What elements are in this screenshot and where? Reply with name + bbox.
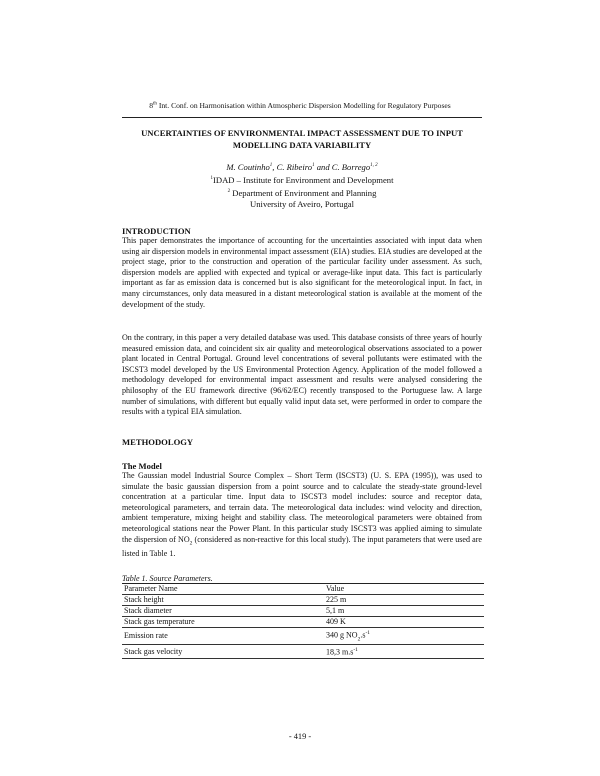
- header-value: Value: [324, 584, 484, 595]
- header-parameter-name: Parameter Name: [122, 584, 324, 595]
- title-line-2: MODELLING DATA VARIABILITY: [232, 140, 372, 150]
- value-superscript: -1: [365, 630, 371, 636]
- methodology-heading: METHODOLOGY: [122, 437, 194, 447]
- value-text: 340 g NO: [326, 630, 358, 640]
- parameter-name-cell: Stack diameter: [122, 606, 324, 617]
- table-header-row: [122, 584, 484, 595]
- table-caption: Table 1. Source Parameters.: [122, 574, 213, 583]
- table-1-block: [122, 574, 482, 659]
- value-subscript: 2: [357, 636, 361, 643]
- model-paragraph: [122, 471, 482, 559]
- introduction-heading: INTRODUCTION: [122, 226, 191, 236]
- table-row: [122, 595, 484, 606]
- affiliation-1-text: IDAD – Institute for Environment and Development: [213, 174, 394, 185]
- parameter-value-cell: [324, 628, 484, 645]
- model-subsection: [122, 461, 482, 559]
- conference-header: [0, 101, 600, 110]
- introduction-section: [122, 226, 482, 310]
- table-row: [122, 645, 484, 659]
- value-text: 5,1 m: [326, 606, 345, 615]
- value-text: 409 K: [326, 617, 346, 626]
- title-line-1: UNCERTAINTIES OF ENVIRONMENTAL IMPACT ASSESSMENT DUE TO INPUT: [141, 128, 463, 138]
- paper-title: [122, 127, 482, 151]
- table-row: [122, 628, 484, 645]
- conf-number: 8: [149, 101, 154, 110]
- author-3: and C. Borrego: [314, 161, 371, 172]
- value-unit: .s: [360, 630, 366, 640]
- model-subheading: The Model: [122, 461, 162, 471]
- parameter-name-cell: Stack height: [122, 595, 324, 606]
- value-superscript: -1: [353, 647, 358, 654]
- affiliation-2-text: Department of Environment and Planning: [230, 187, 377, 198]
- source-parameters-table: [122, 583, 484, 659]
- author-2-sup: 1: [312, 163, 315, 168]
- author-1-sup: 1: [269, 163, 273, 168]
- table-row: [122, 606, 484, 617]
- affiliation-1-sup: 1: [210, 175, 214, 181]
- affiliation-3: University of Aveiro, Portugal: [250, 198, 354, 209]
- header-rule: [122, 117, 482, 118]
- introduction-paragraph-2: On the contrary, in this paper a very detailed database was used. This database consists of three years of hourly measured emission data, and coincident six air quality and meteorological observations associated to a power plant located in Central Portugal. Ground level concentrations of several pollutants were estimated with the ISCST3 model developed by the US Environmental Protection Agency. Application of the model followed a methodology developed for environmental impact assessment and results were analysed considering the philosophy of the EU framework directive (96/62/EC) recently transposed to the Portuguese law. A large number of simulations, with different but equally valid input data set, were performed in order to compare the results with a typical EIA simulation.: [122, 333, 482, 417]
- parameter-value-cell: [324, 606, 484, 617]
- introduction-paragraph-2-block: [122, 333, 482, 418]
- page-number: - 419 -: [288, 732, 312, 741]
- parameter-name-cell: Emission rate: [122, 628, 324, 645]
- table-row: [122, 617, 484, 628]
- affiliation-1: [122, 173, 482, 186]
- affiliation-2: [122, 186, 482, 199]
- value-text: 225 m: [326, 595, 347, 604]
- author-block: [122, 160, 482, 210]
- author-1: M. Coutinho: [226, 161, 270, 172]
- introduction-paragraph-1: This paper demonstrates the importance of accounting for the uncertainties associated with input data when using air dispersion models in environmental impact assessment (EIA) studies. EIA studies are developed at the project stage, prior to the construction and operation of the particular facility under assessment. As such, dispersion models are applied with expected and typical or average-like input data. This fact is particularly important as far as emission data is concerned but is also significant for the meteorological input. In fact, in many circumstances, only data measured in a distant meteorological station is available at the moment of the development of the study.: [122, 236, 482, 309]
- methodology-section: [122, 437, 482, 447]
- parameter-value-cell: [324, 617, 484, 628]
- parameter-name-cell: Stack gas velocity: [122, 645, 324, 659]
- model-paragraph-text: The Gaussian model Industrial Source Complex – Short Term (ISCST3) (U. S. EPA (1995)), was used to simulate the basic gaussian dispersion from a point source and to calculate the steady-state ground-level concentration at a particular time. Input data to ISCST3 model includes: source and receptor data, meteorological parameters, and terrain data. The meteorological data includes: wind velocity and direction, ambient temperature, mixing height and stability class. The meteorological parameters were obtained from meteorological stations near the Power Plant. In this particular study ISCST3 was applied aiming to simulate the dispersion of NO: [122, 471, 482, 544]
- conf-name: Int. Conf. on Harmonisation within Atmospheric Dispersion Modelling for Regulatory Purposes: [156, 101, 451, 110]
- parameter-value-cell: [324, 595, 484, 606]
- conf-ordinal: th: [153, 101, 157, 107]
- no2-subscript: 2: [189, 540, 193, 547]
- author-names: [122, 160, 482, 173]
- model-paragraph-end: (considered as non-reactive for this local study). The input parameters that were used are listed in Table 1.: [122, 534, 482, 558]
- value-text: 18,3 m.s: [326, 647, 354, 657]
- parameter-value-cell: [324, 645, 484, 659]
- affiliation-2-sup: 2: [227, 188, 231, 194]
- author-2: , C. Ribeiro: [272, 161, 313, 172]
- parameter-name-cell: Stack gas temperature: [122, 617, 324, 628]
- author-3-sup: 1, 2: [370, 163, 378, 168]
